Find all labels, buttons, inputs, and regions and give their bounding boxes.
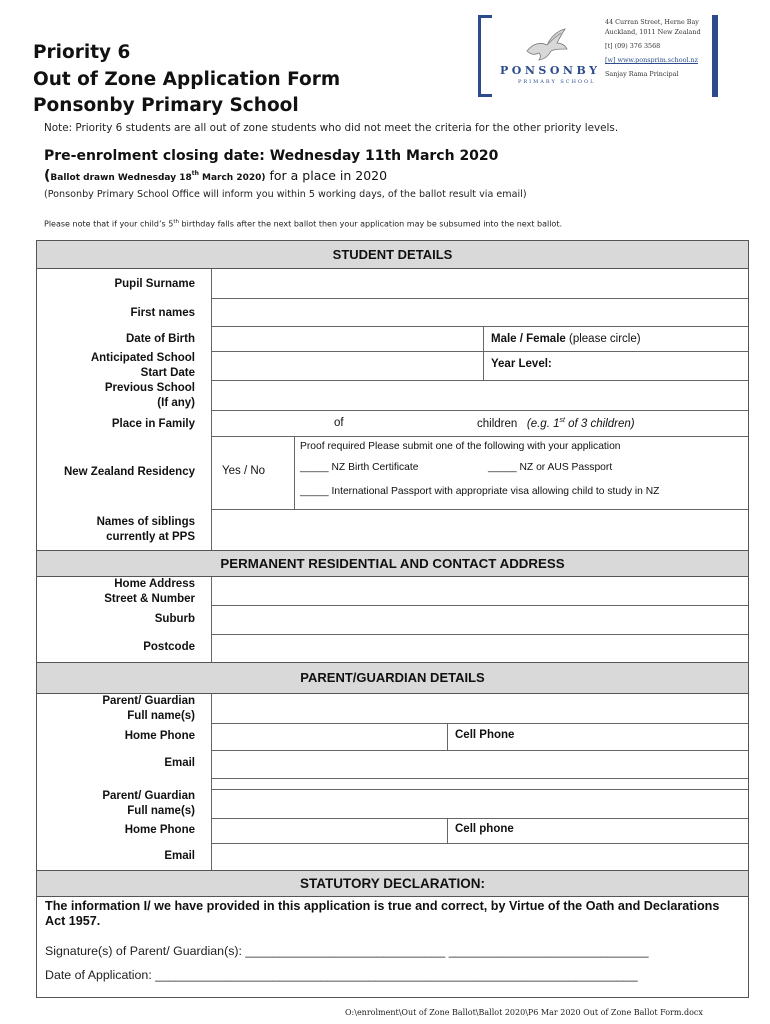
parent1-name-label: Parent/ Guardian Full name(s) <box>102 695 195 722</box>
previous-school-field[interactable] <box>212 381 748 410</box>
ballot-date <box>44 168 387 184</box>
postcode-label: Postcode <box>143 641 195 653</box>
parent2-email-field[interactable] <box>212 844 748 870</box>
parent1-home-phone-field[interactable] <box>212 724 447 750</box>
address-line-1: 44 Curran Street, Herne Bay <box>605 18 699 26</box>
parent1-cell-phone-label: Cell Phone <box>455 729 515 741</box>
home-address-label: Home Address Street & Number <box>104 578 195 605</box>
address-line-2: Auckland, 1011 New Zealand <box>605 28 701 36</box>
ballot-small-a: Ballot drawn Wednesday 18 <box>50 173 192 183</box>
ballot-rest: for a place in 2020 <box>265 168 388 183</box>
title-line-3: Ponsonby Primary School <box>33 95 299 116</box>
logo-bracket-left <box>478 15 492 97</box>
proof-required-text: Proof required Please submit one of the following with your application <box>300 441 621 452</box>
suburb-label: Suburb <box>154 613 195 625</box>
parent-details-heading: PARENT/GUARDIAN DETAILS <box>37 662 748 694</box>
example-sup: st <box>559 417 565 424</box>
nz-birth-certificate-option[interactable]: _____ NZ Birth Certificate <box>300 462 419 473</box>
year-level-label: Year Level: <box>491 358 552 370</box>
phone-text: [t] (09) 376 3568 <box>605 42 661 50</box>
signature-line[interactable]: Signature(s) of Parent/ Guardian(s): _____________________________ _____________________________ <box>45 944 649 958</box>
priority-note: Note: Priority 6 students are all out of zone students who did not meet the criteria for the other priority levels. <box>44 122 619 134</box>
school-contact <box>605 17 701 79</box>
siblings-field[interactable] <box>212 510 748 550</box>
example-b: of 3 children) <box>564 417 635 430</box>
residency-yes-no[interactable]: Yes / No <box>222 465 266 477</box>
birthday-a: Please note that if your child’s 5 <box>44 219 174 229</box>
parent1-home-phone-label: Home Phone <box>124 730 195 742</box>
closing-date: Pre-enrolment closing date: Wednesday 11th March 2020 <box>44 148 499 164</box>
dob-label: Date of Birth <box>126 333 195 345</box>
suburb-field[interactable] <box>212 606 748 634</box>
example-a: (e.g. 1 <box>526 417 560 430</box>
previous-school-label: Previous School (If any) <box>104 382 195 409</box>
parent2-home-phone-label: Home Phone <box>124 824 195 836</box>
home-address-field[interactable] <box>212 577 748 605</box>
place-children-text <box>477 417 635 430</box>
start-date-label: Anticipated School Start Date <box>90 352 195 379</box>
website-link[interactable]: [w] www.ponsprim.school.nz <box>605 56 699 64</box>
start-date-field[interactable] <box>212 352 483 380</box>
parent2-home-phone-field[interactable] <box>212 819 447 843</box>
address-heading: PERMANENT RESIDENTIAL AND CONTACT ADDRESS <box>37 550 748 577</box>
children-word: children <box>477 417 518 430</box>
gender-select[interactable] <box>491 333 641 345</box>
first-names-label: First names <box>130 307 195 319</box>
logo-wordmark: PONSONBY <box>500 64 601 77</box>
logo-bracket-right <box>712 15 718 97</box>
dob-field[interactable] <box>212 327 483 351</box>
place-in-family-label: Place in Family <box>111 418 195 430</box>
file-path-footer: O:\enrolment\Out of Zone Ballot\Ballot 2020\P6 Mar 2020 Out of Zone Ballot Form.docx <box>345 1008 703 1017</box>
birthday-b: birthday falls after the next ballot then your application may be subsumed into the next ballot. <box>178 219 563 229</box>
logo-subtext: PRIMARY SCHOOL <box>518 79 596 85</box>
parent2-name-field[interactable] <box>212 790 748 818</box>
application-date-line[interactable]: Date of Application: ______________________________________________________________________ <box>45 968 638 982</box>
ballot-small-b: March 2020) <box>198 173 266 183</box>
ballot-sup: th <box>191 169 199 177</box>
title-line-1: Priority 6 <box>33 42 131 63</box>
declaration-text: The information I/ we have provided in this application is true and correct, by Virtue of the Oath and Declarations Act 1957. <box>45 899 720 928</box>
nz-aus-passport-option[interactable]: _____ NZ or AUS Passport <box>488 462 613 473</box>
parent2-cell-phone-label: Cell phone <box>455 823 514 835</box>
international-passport-option[interactable]: _____ International Passport with appropriate visa allowing child to study in NZ <box>300 486 660 497</box>
siblings-label: Names of siblings currently at PPS <box>96 516 195 543</box>
postcode-field[interactable] <box>212 635 748 662</box>
pupil-surname-field[interactable] <box>212 269 748 298</box>
gender-options: Male / Female <box>491 333 566 345</box>
page-title <box>33 40 340 120</box>
nz-residency-label: New Zealand Residency <box>63 466 195 478</box>
title-line-2: Out of Zone Application Form <box>33 68 341 90</box>
ballot-paren: ( <box>44 168 51 184</box>
gender-note: (please circle) <box>565 333 641 345</box>
birthday-note <box>44 219 562 229</box>
pupil-surname-label: Pupil Surname <box>114 278 195 290</box>
student-details-heading: STUDENT DETAILS <box>37 240 748 269</box>
parent1-name-field[interactable] <box>212 694 748 723</box>
principal-text: Sanjay Rama Principal <box>605 70 679 78</box>
parent2-email-label: Email <box>164 850 195 862</box>
pegasus-icon <box>523 25 569 65</box>
parent1-email-label: Email <box>164 757 195 769</box>
ballot-inform: (Ponsonby Primary School Office will inform you within 5 working days, of the ballot result via email) <box>44 189 527 200</box>
parent1-email-field[interactable] <box>212 751 748 778</box>
place-of-text: of <box>334 417 344 429</box>
birthday-sup: th <box>173 219 179 225</box>
first-names-field[interactable] <box>212 299 748 326</box>
declaration-heading: STATUTORY DECLARATION: <box>37 870 748 897</box>
application-form <box>36 240 749 998</box>
parent2-name-label: Parent/ Guardian Full name(s) <box>102 790 195 817</box>
